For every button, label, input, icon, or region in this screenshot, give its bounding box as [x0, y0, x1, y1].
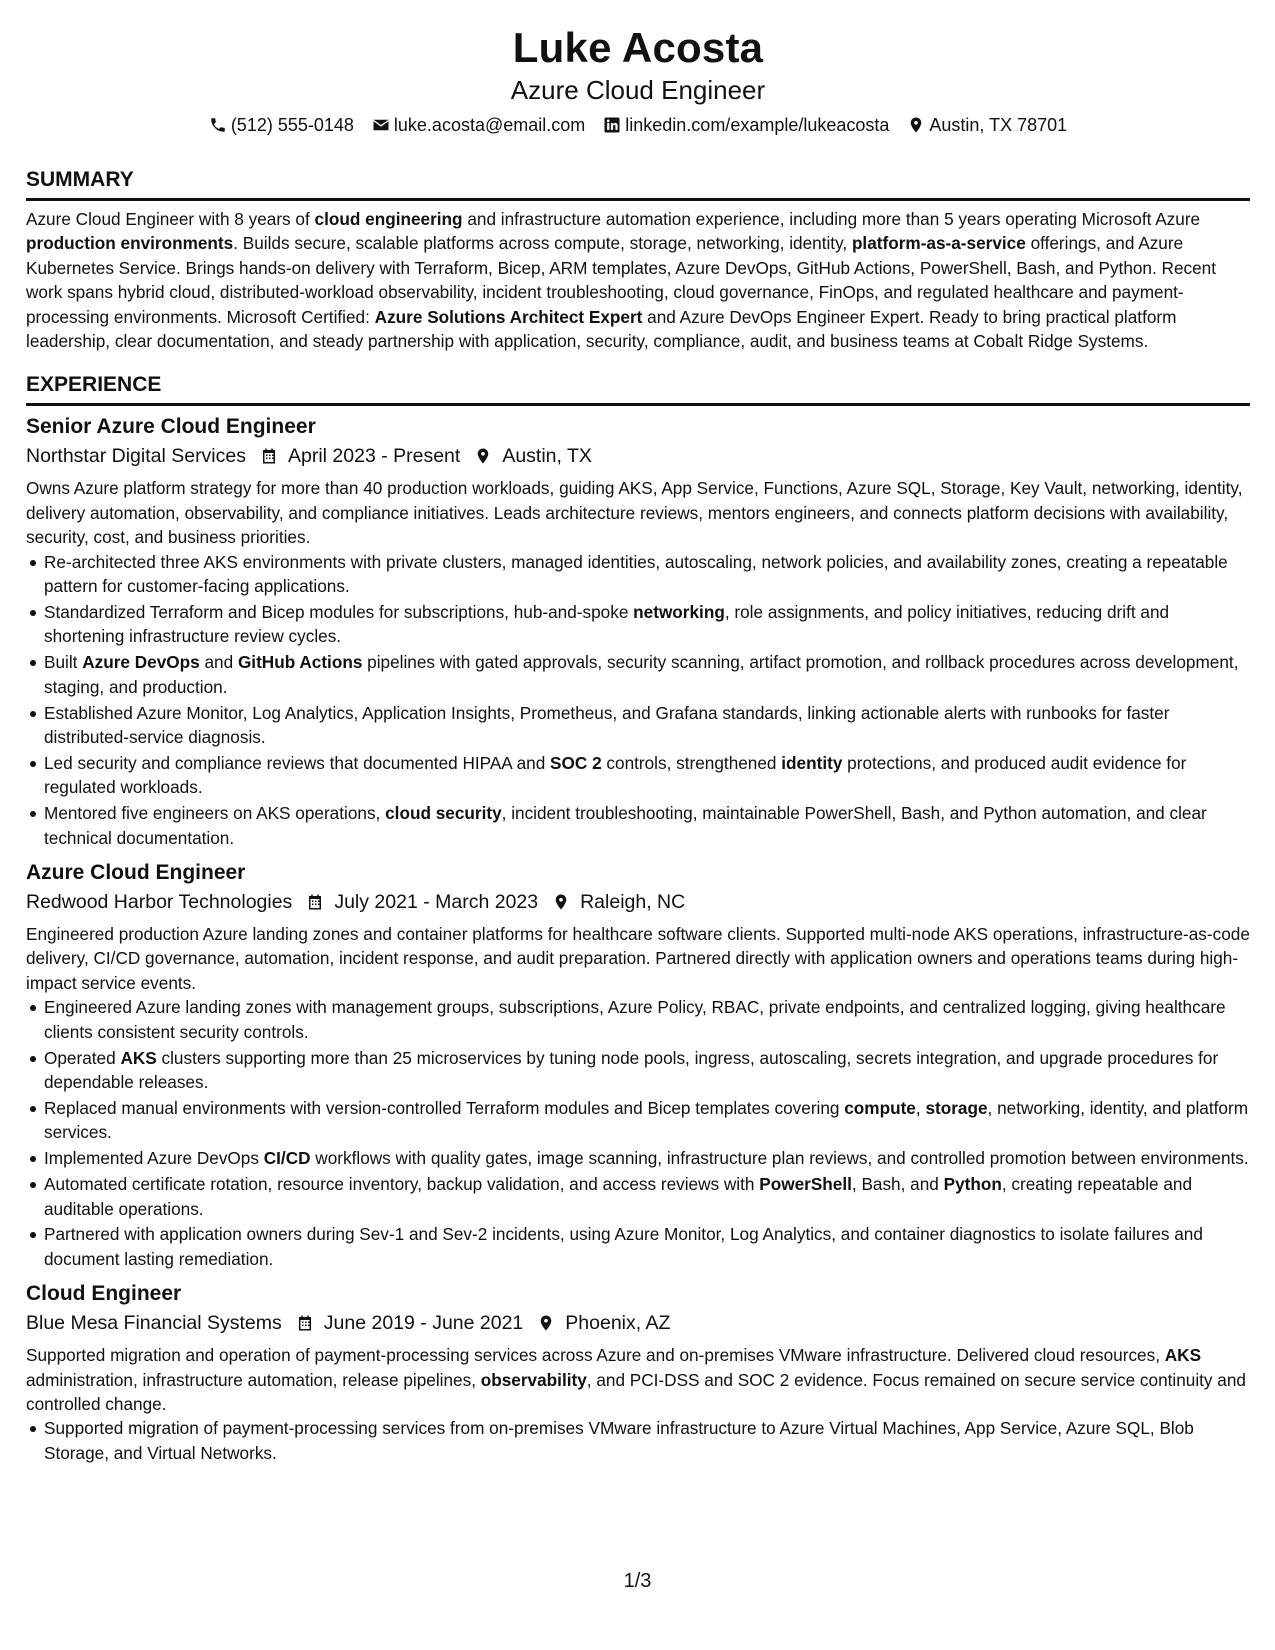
- text-run: and Azure DevOps Engineer Expert. Ready to bring practical platform leadership, clear documentation, and steady partnership with application, security, compliance, audit, and business teams at Cobalt Ridge Systems.: [26, 306, 1177, 352]
- linkedin-text[interactable]: linkedin.com/example/lukeacosta: [625, 115, 890, 135]
- text-run: Mentored five engineers on AKS operations,: [44, 803, 386, 824]
- job-entry: [26, 858, 1250, 1271]
- text-run: Re-architected three AKS environments with private clusters, managed identities, autoscaling, network policies, and availability zones, creating a repeatable pattern for customer-facing applications.: [44, 551, 1228, 597]
- job-meta: [26, 442, 1250, 470]
- page-number: 1/3: [623, 1570, 652, 1592]
- summary-text: [26, 207, 1250, 353]
- contact-phone: [209, 112, 354, 138]
- text-run: Built: [44, 652, 83, 673]
- bullet-item: [44, 1416, 1250, 1465]
- bullet-item: [44, 1046, 1250, 1095]
- linkedin-icon: [603, 116, 621, 134]
- job-title: Azure Cloud Engineer: [26, 861, 246, 885]
- bold-keyword: observability: [480, 1369, 587, 1390]
- job-location: Austin, TX: [502, 445, 592, 468]
- company-name: Redwood Harbor Technologies: [26, 891, 293, 914]
- job-location: Raleigh, NC: [580, 891, 686, 914]
- location-pin-icon: [907, 116, 925, 134]
- bold-keyword: AKS: [120, 1047, 157, 1068]
- text-run: workflows with quality gates, image scanning, infrastructure plan reviews, and controlled promotion between environments.: [310, 1148, 1249, 1169]
- job-entry: [26, 412, 1250, 850]
- job-meta: [26, 888, 1250, 916]
- text-run: administration, infrastructure automation, release pipelines,: [26, 1369, 481, 1390]
- text-run: Established Azure Monitor, Log Analytics, Application Insights, Prometheus, and Grafana standards, linking actionable alerts with runbooks for faster distributed-service diagnosis.: [44, 702, 1170, 747]
- job-description: Owns Azure platform strategy for more than 40 production workloads, guiding AKS, App Service, Functions, Azure SQL, Storage, Key Vault, networking, identity, delivery automation, observability, and compliance initiatives. Leads architecture reviews, mentors engineers, and connects platform decisions with availability, security, cost, and business priorities.: [26, 478, 1243, 548]
- text-run: . Builds secure, scalable platforms across compute, storage, networking, identity,: [233, 233, 852, 254]
- job-title: Senior Azure Cloud Engineer: [26, 415, 316, 439]
- location-pin-icon: [474, 446, 492, 466]
- contact-bar: [26, 112, 1250, 138]
- company-name: Northstar Digital Services: [26, 445, 246, 468]
- location-pin-icon: [537, 1313, 555, 1333]
- experience-heading: EXPERIENCE: [26, 373, 162, 397]
- text-run: , incident troubleshooting, maintainable PowerShell, Bash, and Python automation, and clear technical documentation.: [44, 803, 1207, 848]
- bullet-item: [44, 600, 1250, 649]
- text-run: , networking, identity, and platform services.: [44, 1097, 1249, 1143]
- text-run: and: [199, 652, 238, 673]
- job-meta: [26, 1309, 1250, 1337]
- job-description: Engineered production Azure landing zones and container platforms for healthcare software clients. Supported multi-node AKS operations, infrastructure-as-code delivery, CI/CD governance, automation, incident response, and audit preparation. Partnered directly with application owners and operations teams during high-impact service events.: [26, 924, 1250, 993]
- text-run: and infrastructure automation experience, including more than 5 years operating Microsoft Azure: [462, 209, 1201, 229]
- job-dates: July 2021 - March 2023: [334, 891, 539, 914]
- bold-keyword: GitHub Actions: [237, 652, 363, 673]
- bold-keyword: PowerShell: [759, 1174, 852, 1195]
- section-divider: [26, 198, 1250, 201]
- text-run: Replaced manual environments with version-controlled Terraform modules and Bicep templates covering: [44, 1097, 845, 1118]
- company-name: Blue Mesa Financial Systems: [26, 1312, 282, 1335]
- job-entry: [26, 1279, 1250, 1465]
- bullet-item: [44, 751, 1250, 800]
- text-run: protections, and produced audit evidence for regulated workloads.: [44, 752, 1187, 798]
- location-text: Austin, TX 78701: [929, 115, 1068, 135]
- text-run: Standardized Terraform and Bicep modules for subscriptions, hub-and-spoke: [44, 601, 634, 622]
- bold-keyword: AKS: [1164, 1345, 1202, 1366]
- text-run: Engineered Azure landing zones with management groups, subscriptions, Azure Policy, RBAC, private endpoints, and centralized logging, giving healthcare clients consistent security controls.: [44, 997, 1226, 1042]
- text-run: Azure Cloud Engineer with 8 years of: [26, 209, 315, 229]
- bullet-item: [44, 1146, 1250, 1170]
- contact-linkedin[interactable]: [603, 112, 889, 138]
- job-bullets: [26, 1416, 1250, 1465]
- text-run: , Bash, and: [851, 1174, 944, 1195]
- bullet-item: [44, 995, 1250, 1044]
- contact-email[interactable]: [372, 112, 585, 138]
- job-bullets: [26, 995, 1250, 1271]
- candidate-role: Azure Cloud Engineer: [510, 75, 766, 105]
- bold-keyword: SOC 2: [550, 752, 602, 773]
- email-icon: [372, 116, 390, 134]
- job-location: Phoenix, AZ: [565, 1312, 671, 1335]
- text-run: clusters supporting more than 25 microservices by tuning node pools, ingress, autoscaling, secrets integration, and upgrade procedures for dependable releases.: [44, 1047, 1219, 1092]
- calendar-icon: [260, 446, 278, 466]
- bold-keyword: Azure Solutions Architect Expert: [374, 306, 643, 327]
- experience-section: [26, 371, 1250, 1465]
- bold-keyword: identity: [781, 752, 843, 773]
- job-description: [26, 1343, 1250, 1416]
- phone-icon: [209, 116, 227, 134]
- bold-keyword: production environments: [26, 233, 234, 254]
- calendar-icon: [306, 892, 324, 912]
- text-run: , and PCI-DSS and SOC 2 evidence. Focus remained on secure service continuity and controlled change.: [26, 1369, 1246, 1415]
- text-run: controls, strengthened: [601, 752, 782, 773]
- bullet-item: [44, 701, 1250, 750]
- bold-keyword: compute: [844, 1097, 916, 1118]
- job-bullets: [26, 550, 1250, 850]
- bullet-item: [44, 550, 1250, 599]
- resume-header: [26, 22, 1250, 138]
- job-title: Cloud Engineer: [26, 1282, 182, 1306]
- job-dates: April 2023 - Present: [287, 445, 461, 468]
- summary-heading: SUMMARY: [26, 168, 134, 191]
- bullet-item: [44, 1172, 1250, 1221]
- bold-keyword: Azure DevOps: [82, 652, 200, 673]
- bold-keyword: networking: [633, 601, 725, 622]
- text-run: , role assignments, and policy initiatives, reducing drift and shortening infrastructure review cycles.: [44, 601, 1170, 647]
- bold-keyword: cloud engineering: [314, 209, 463, 229]
- bold-keyword: cloud security: [385, 803, 502, 824]
- bold-keyword: Python: [943, 1174, 1002, 1195]
- text-run: Implemented Azure DevOps: [44, 1148, 264, 1169]
- bold-keyword: CI/CD: [263, 1148, 311, 1169]
- bullet-item: [44, 1096, 1250, 1145]
- bullet-item: [44, 1222, 1250, 1271]
- summary-section: [26, 166, 1250, 353]
- bullet-item: [44, 801, 1250, 850]
- text-run: Partnered with application owners during Sev-1 and Sev-2 incidents, using Azure Monitor, Log Analytics, and container diagnostics to isolate failures and document lasting remediation.: [44, 1224, 1203, 1269]
- text-run: Led security and compliance reviews that documented HIPAA and: [44, 752, 551, 773]
- text-run: pipelines with gated approvals, security scanning, artifact promotion, and rollback procedures across development, staging, and production.: [44, 652, 1239, 697]
- bullet-item: [44, 650, 1250, 699]
- phone-text: (512) 555-0148: [230, 115, 354, 135]
- email-text[interactable]: luke.acosta@email.com: [393, 115, 586, 135]
- resume-page: [26, 22, 1250, 1467]
- contact-location: [907, 112, 1067, 138]
- text-run: Automated certificate rotation, resource inventory, backup validation, and access reviews with: [44, 1174, 760, 1195]
- bold-keyword: storage: [925, 1097, 988, 1118]
- text-run: offerings, and Azure Kubernetes Service. Brings hands-on delivery with Terraform, Bicep, ARM templates, Azure DevOps, GitHub Actions, PowerShell, Bash, and Python. Recent work spans hybrid cloud, distributed-workload observability, incident troubleshooting, cloud governance, FinOps, and regulated healthcare and payment-processing environments. Microsoft Certified:: [26, 233, 1217, 327]
- job-dates: June 2019 - June 2021: [323, 1312, 524, 1335]
- calendar-icon: [296, 1313, 314, 1333]
- text-run: ,: [915, 1097, 926, 1118]
- text-run: Operated: [44, 1047, 121, 1068]
- section-divider: [26, 403, 1250, 406]
- text-run: , creating repeatable and auditable operations.: [44, 1174, 1193, 1219]
- bold-keyword: platform-as-a-service: [851, 233, 1026, 254]
- text-run: Supported migration and operation of payment-processing services across Azure and on-premises VMware infrastructure. Delivered cloud resources,: [26, 1345, 1165, 1366]
- location-pin-icon: [552, 892, 570, 912]
- candidate-name: Luke Acosta: [512, 24, 764, 71]
- text-run: Supported migration of payment-processing services from on-premises VMware infrastructure to Azure Virtual Machines, App Service, Azure SQL, Blob Storage, and Virtual Networks.: [44, 1418, 1194, 1463]
